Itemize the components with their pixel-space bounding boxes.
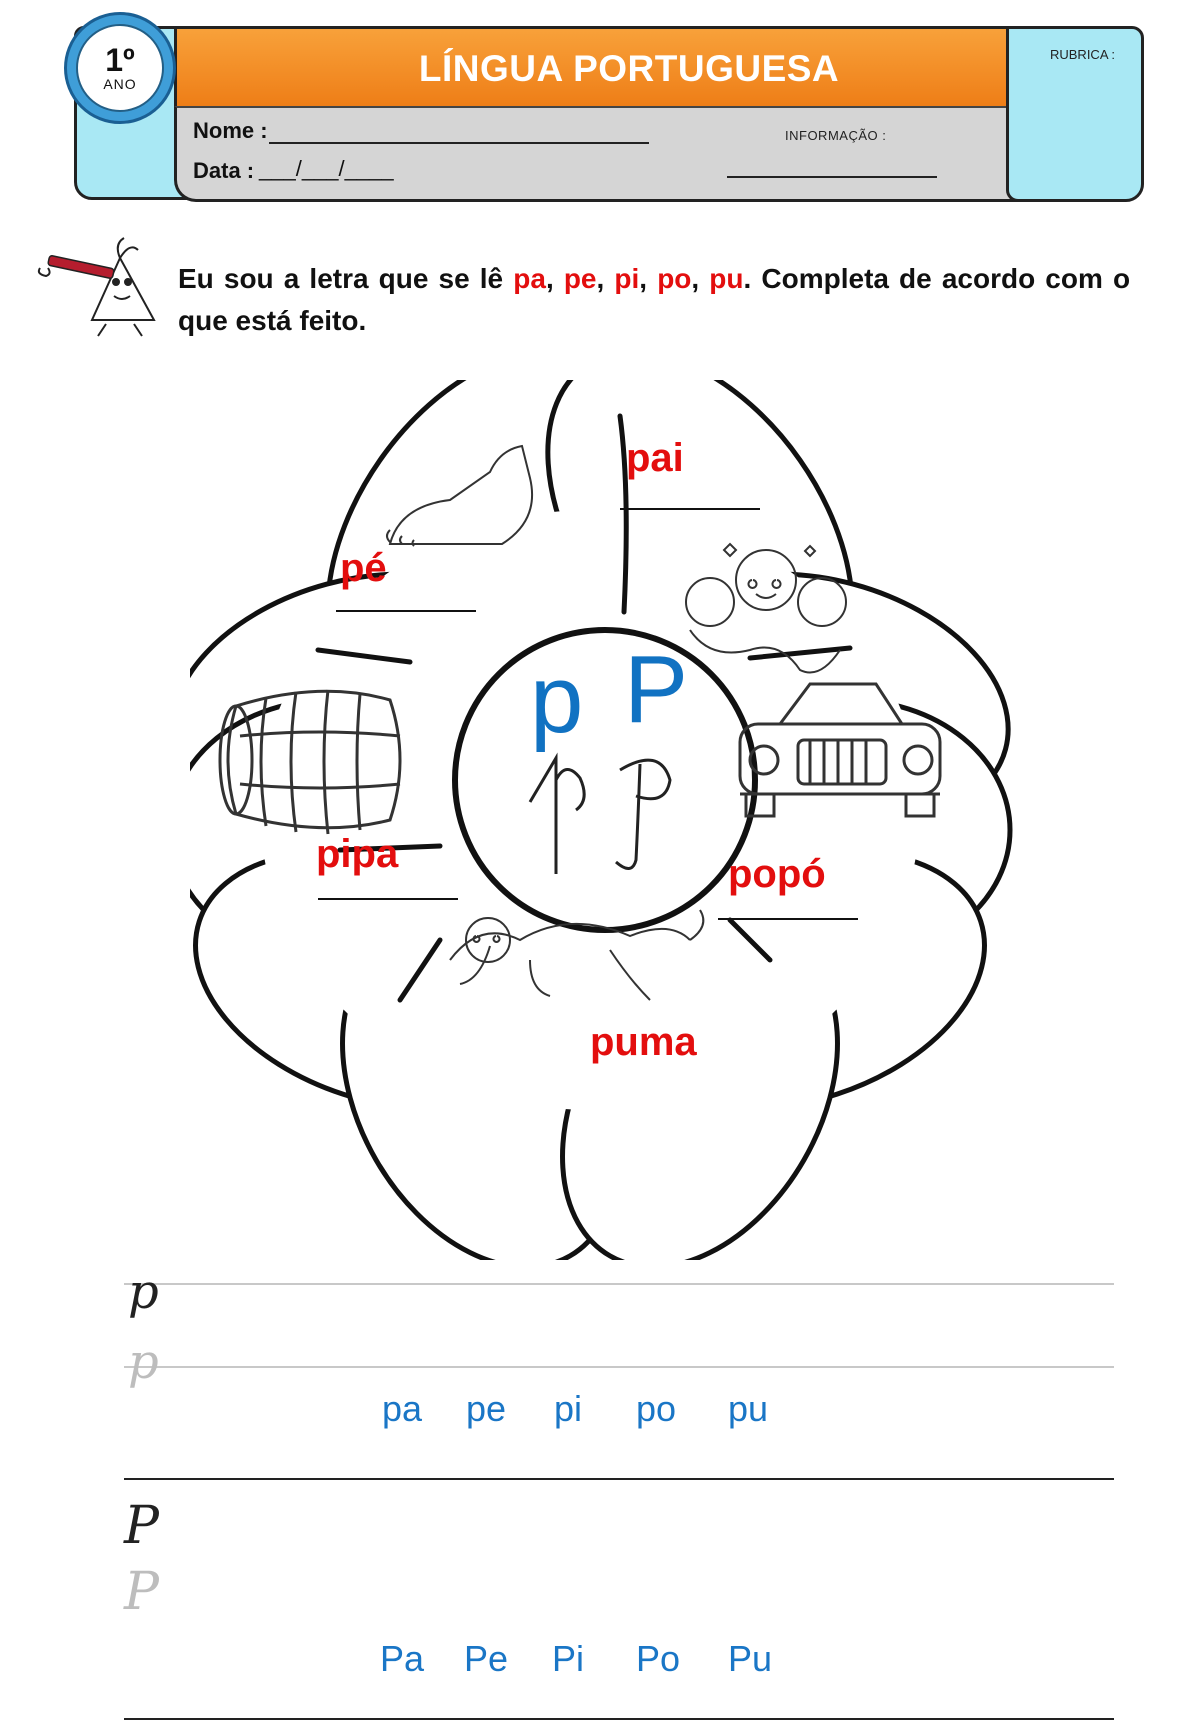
syllable-pu: pu [709, 263, 744, 294]
center-cursive-letters [520, 750, 700, 880]
grade-badge [64, 12, 176, 124]
guide-line [124, 1283, 1114, 1285]
word-pe: pé [340, 546, 387, 590]
worksheet-header [74, 26, 1144, 206]
date-blank[interactable]: ___/___/____ [259, 156, 394, 181]
upper-syllable: Pi [552, 1638, 585, 1679]
upper-syllable: Pe [464, 1638, 509, 1679]
answer-line-pai[interactable] [620, 508, 760, 510]
cursive-upper-p-trace[interactable]: P [124, 1562, 159, 1622]
subject-title: LÍNGUA PORTUGUESA [174, 26, 1084, 108]
instruction-part2: . Completa de acordo com o que está feito. [178, 263, 1131, 336]
grade-number: 1º [105, 42, 135, 78]
word-puma: puma [590, 1020, 697, 1064]
answer-line-pipa[interactable] [318, 898, 458, 900]
cursive-lower-p-outline [530, 758, 584, 874]
word-pai: pai [626, 436, 684, 480]
rubrica-label: RUBRICA : [1049, 47, 1115, 62]
grade-label: ANO [103, 76, 137, 92]
lower-syllable: pe [466, 1388, 507, 1429]
cursive-upper-p-outline [616, 760, 670, 868]
answer-line-popo[interactable] [718, 918, 858, 920]
upper-syllable: Po [636, 1638, 681, 1679]
lower-syllable: pa [382, 1388, 423, 1429]
center-lowercase-p: p [530, 646, 584, 753]
grade-badge-inner [76, 24, 164, 112]
guide-line [124, 1366, 1114, 1368]
info-field-line[interactable] [727, 176, 937, 178]
syllable-pa: pa [513, 263, 546, 294]
name-field-line[interactable] [269, 142, 649, 144]
upper-syllable: Pa [380, 1638, 425, 1679]
sep: , [691, 263, 700, 294]
writing-line[interactable] [124, 1478, 1114, 1480]
student-info-area [174, 106, 1084, 202]
flower-diagram [190, 380, 1070, 1260]
lower-syllable: pi [554, 1388, 583, 1429]
word-popo: popó [728, 852, 826, 896]
instruction-part1: Eu sou a letra que se lê [178, 263, 504, 294]
cursive-lower-p-model: p [128, 1264, 159, 1320]
syllable-pe: pe [563, 263, 597, 294]
rubrica-box [1006, 26, 1144, 202]
cursive-upper-p-model: P [124, 1496, 159, 1556]
name-label: Nome : [193, 118, 268, 143]
sep: , [596, 263, 605, 294]
lower-syllable: po [636, 1388, 677, 1429]
upper-syllable: Pu [728, 1638, 773, 1679]
syllable-po: po [657, 263, 692, 294]
date-label: Data : [193, 158, 255, 183]
mascot-pencil-icon [34, 228, 174, 340]
instruction-text [178, 258, 1130, 342]
sep: , [639, 263, 648, 294]
sep: , [545, 263, 554, 294]
syllable-pi: pi [614, 263, 640, 294]
info-label: INFORMAÇÃO : [785, 128, 887, 143]
cursive-lower-p-trace[interactable]: p [128, 1334, 159, 1390]
center-uppercase-p: P [624, 636, 689, 743]
lower-syllable: pu [728, 1388, 769, 1429]
writing-line[interactable] [124, 1718, 1114, 1720]
word-pipa: pipa [316, 832, 399, 876]
answer-line-pe[interactable] [336, 610, 476, 612]
